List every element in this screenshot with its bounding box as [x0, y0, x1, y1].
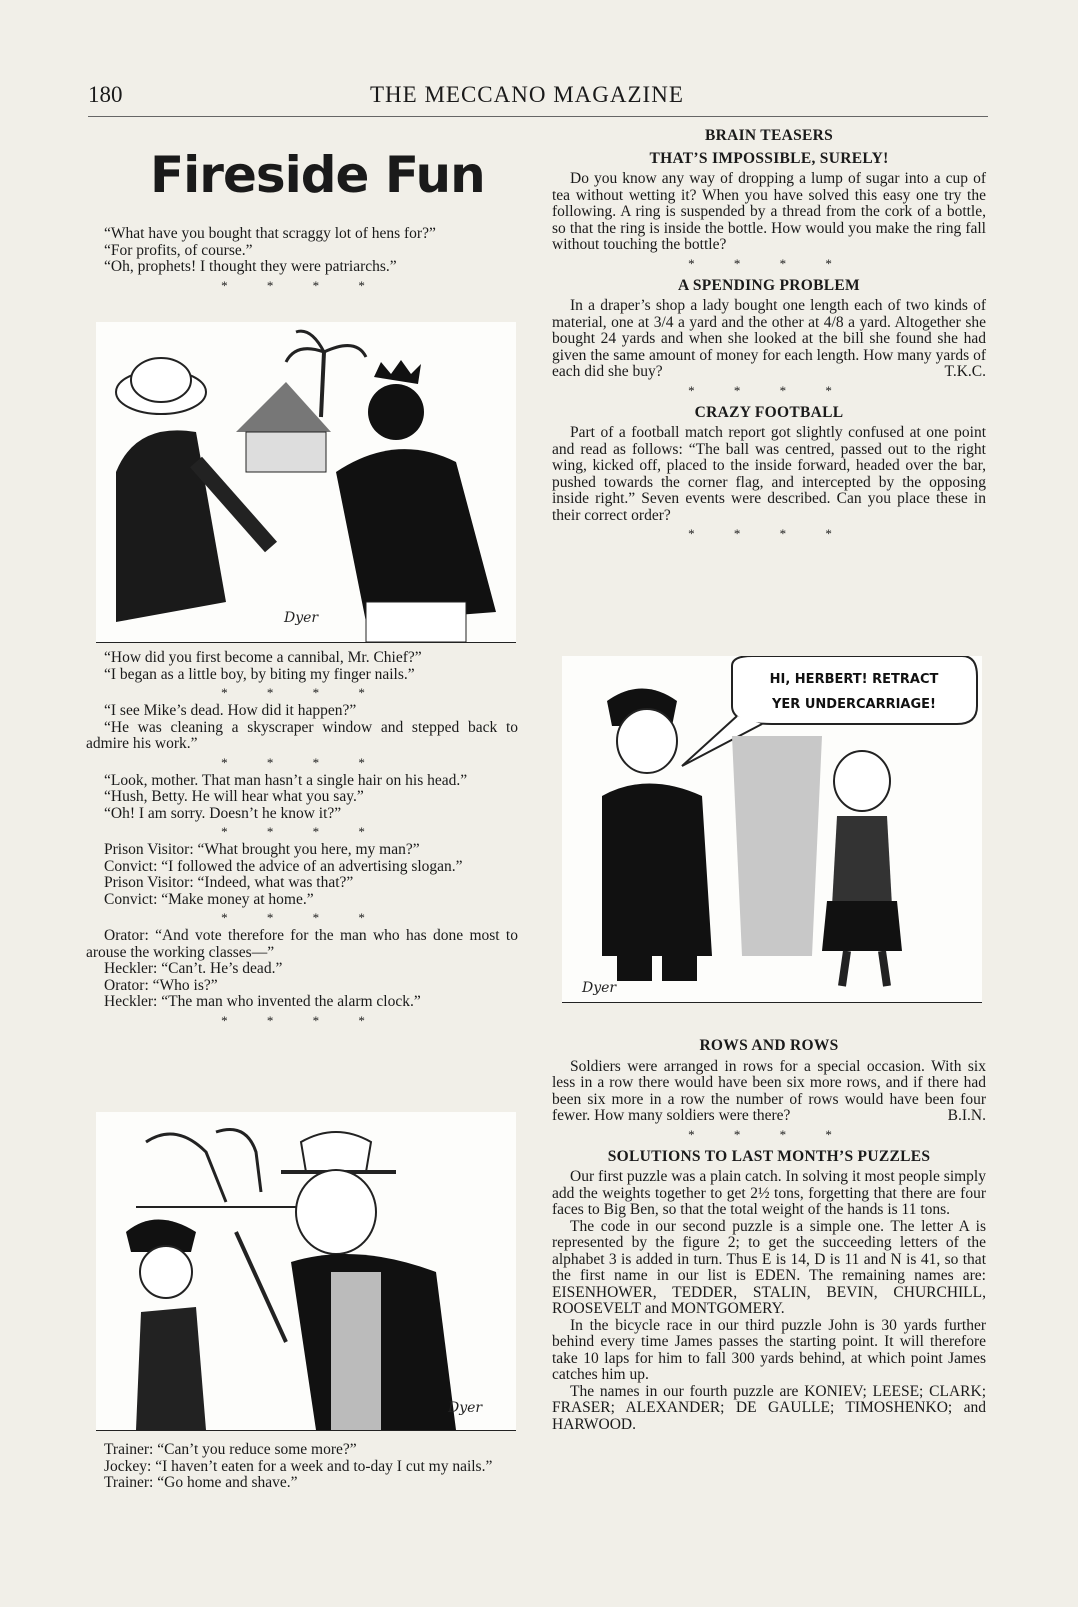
- joke-2: “How did you first become a cannibal, Mr. Chief?” “I began as a little boy, by biting my finger nails.”: [104, 649, 422, 683]
- puzzle-spending-signature: T.K.C.: [944, 363, 986, 380]
- puzzle-spending-text: In a draper’s shop a lady bought one length each of two kinds of material, one at 3/4 a yard and the other at 4/8 a yard. Altogether she bought 24 yards and when she looked at the bill she found she had given the same amount of money for each length. How many yards of each did she buy? T.K.C.: [552, 297, 986, 380]
- joke-7: Trainer: “Can’t you reduce some more?” Jockey: “I haven’t eaten for a week and to-day I cut my nails.” Trainer: “Go home and shave.”: [104, 1441, 493, 1491]
- cartoon-herbert: [562, 656, 982, 1003]
- solution-1: Our first puzzle was a plain catch. In solving it most people simply add the weights together to get 2½ tons, forgetting that there are four faces to Big Ben, so that the total weight of the hands is 11 tons.: [552, 1168, 986, 1218]
- cartoon-jockey-illustration: [96, 1112, 516, 1430]
- puzzle-impossible-title: THAT’S IMPOSSIBLE, SURELY!: [649, 149, 889, 167]
- cartoon-cannibal-illustration: [96, 322, 516, 642]
- solution-3: In the bicycle race in our third puzzle John is 30 yards further behind every time James passes the starting point. It will therefore take 10 laps for him to fall 300 yards behind, at which point James catches him up.: [552, 1316, 986, 1383]
- brain-teasers-top: BRAIN TEASERS THAT’S IMPOSSIBLE, SURELY! Do you know any way of dropping a lump of sugar into a cup of tea without wetting it? When you have solved this easy one try the following. A ring is suspended by a thread from the cork of a bottle, so that the ring is inside the bottle. How would you make the ring fall without touching the bottle? * * * * A SPENDING PROBLEM In a draper’s shop a lady bought one length each of two kinds of material, one at 3/4 a yard and the other at 4/8 a yard. Altogether she bought 24 yards and when she looked at the bill she found she had given the same amount of money for each length. How many yards of each did she buy? T.K.C. * * * * CRAZY FOOTBALL Part of a football match report got slightly confused at one point and read as follows: “The ball was centred, passed out to the right wing, kicked off, placed to the inside forward, headed over the bar, pushed towards the corner flag, and intercepted by the opposing inside right.” Seven events were described. Can you place these in their correct order? * * * *: [552, 127, 986, 541]
- page-number: 180: [88, 82, 123, 107]
- jokes-block: “How did you first become a cannibal, Mr. Chief?” “I began as a little boy, by biting my finger nails.” * * * * “I see Mike’s dead. How did it happen?” “He was cleaning a skyscraper window and stepped back to admire his work.” * * * * “Look, mother. That man hasn’t a single hair on his head.” “Hush, Betty. He will hear what you say.” “Oh! I am sorry. Doesn’t he know it?” * * * * Prison Visitor: “What brought you here, my man?” Convict: “I followed the advice of an advertising slogan.” Prison Visitor: “Indeed, what was that?” Convict: “Make money at home.” * * * * Orator: “And vote therefore for the man who has done most to arouse the working classes—” Heckler: “Can’t. He’s dead.” Orator: “Who is?” Heckler: “The man who invented the alarm clock.” * * * *: [86, 649, 518, 1028]
- svg-text:Dyer: Dyer: [582, 980, 617, 996]
- speech-bubble-line-1: HI, HERBERT! RETRACT: [769, 672, 939, 687]
- puzzle-rows-signature: B.I.N.: [947, 1107, 986, 1124]
- puzzle-football-title: CRAZY FOOTBALL: [694, 403, 844, 421]
- puzzle-rows-text: Soldiers were arranged in rows for a special occasion. With six less in a row there would have been six more rows, and if there had been six more in a row the number of rows would have been four fewer. How many soldiers were there? B.I.N.: [552, 1057, 986, 1124]
- joke-5: Prison Visitor: “What brought you here, my man?” Convict: “I followed the advice of an advertising slogan.” Prison Visitor: “Indeed, what was that?” Convict: “Make money at home.”: [104, 841, 463, 908]
- fireside-fun-title: Fireside Fun: [150, 146, 485, 204]
- puzzle-football-text: Part of a football match report got slightly confused at one point and read as follows: “The ball was centred, passed out to the right wing, kicked off, placed to the inside forward, headed over the bar, pushed towards the corner flag, and intercepted by the opposing inside right.” Seven events were described. Can you place these in their correct order?: [552, 424, 986, 524]
- brain-teasers-heading: BRAIN TEASERS: [704, 127, 834, 144]
- puzzle-impossible-text: Do you know any way of dropping a lump of sugar into a cup of tea without wetting it? When you have solved this easy one try the following. A ring is suspended by a thread from the cork of a bottle, so that the ring is inside the bottle. How would you make the ring fall without touching the bottle?: [552, 170, 986, 253]
- cartoon-trainer-jockey: [96, 1112, 516, 1431]
- cartoon-cannibal-chief: [96, 322, 516, 643]
- joke-1: “What have you bought that scraggy lot of hens for?” “For profits, of course.” “Oh, prophets! I thought they were patriarchs.” * * * *: [86, 226, 518, 296]
- page-header: [88, 78, 988, 118]
- cartoon-herbert-illustration: [562, 656, 982, 1002]
- header-rule: [88, 116, 988, 117]
- solutions-title: SOLUTIONS TO LAST MONTH’S PUZZLES: [607, 1147, 931, 1165]
- magazine-title: THE MECCANO MAGAZINE: [370, 82, 684, 107]
- joke-3: “I see Mike’s dead. How did it happen?” “He was cleaning a skyscraper window and stepped back to admire his work.”: [86, 702, 518, 752]
- svg-text:Dyer: Dyer: [448, 1400, 483, 1416]
- joke-4: “Look, mother. That man hasn’t a single hair on his head.” “Hush, Betty. He will hear what you say.” “Oh! I am sorry. Doesn’t he know it?”: [104, 771, 468, 822]
- puzzle-spending-title: A SPENDING PROBLEM: [678, 276, 860, 294]
- solution-2: The code in our second puzzle is a simple one. The letter A is represented by the figure 2; to get the succeeding letters of the alphabet 3 is added in turn. Thus E is 14, D is 11 and N is 41, so that the first name in our list is EDEN. The remaining names are: EISENHOWER, TEDDER, STALIN, BEVIN, CHURCHILL, ROOSEVELT and MONTGOMERY.: [552, 1217, 986, 1317]
- separator-stars: * * * *: [221, 277, 383, 293]
- svg-text:Dyer: Dyer: [284, 610, 319, 626]
- solution-4: The names in our fourth puzzle are KONIEV; LEESE; CLARK; FRASER; ALEXANDER; DE GAULLE; TIMOSHENKO; and HARWOOD.: [552, 1382, 986, 1433]
- joke-6: Orator: “And vote therefore for the man who has done most to arouse the working classes—” Heckler: “Can’t. He’s dead.” Orator: “Who is?” Heckler: “The man who invented the alarm clock.”: [86, 927, 518, 1010]
- brain-teasers-bottom: ROWS AND ROWS Soldiers were arranged in rows for a special occasion. With six less in a row there would have been six more rows, and if there had been six more in a row the number of rows would have been four fewer. How many soldiers were there? B.I.N. * * * * SOLUTIONS TO LAST MONTH’S PUZZLES Our first puzzle was a plain catch. In solving it most people simply add the weights together to get 2½ tons, forgetting that there are four faces to Big Ben, so that the total weight of the hands is 11 tons. The code in our second puzzle is a simple one. The letter A is represented by the figure 2; to get the succeeding letters of the alphabet 3 is added in turn. Thus E is 14, D is 11 and N is 41, so that the first name in our list is EDEN. The remaining names are: EISENHOWER, TEDDER, STALIN, BEVIN, CHURCHILL, ROOSEVELT and MONTGOMERY. In the bicycle race in our third puzzle John is 30 yards further behind every time James passes the starting point. It will therefore take 10 laps for him to fall 300 yards behind, at which point James catches him up. The names in our fourth puzzle are KONIEV; LEESE; CLARK; FRASER; ALEXANDER; DE GAULLE; TIMOSHENKO; and HARWOOD.: [552, 1037, 986, 1433]
- speech-bubble-line-2: YER UNDERCARRIAGE!: [772, 697, 936, 712]
- puzzle-rows-title: ROWS AND ROWS: [699, 1037, 839, 1054]
